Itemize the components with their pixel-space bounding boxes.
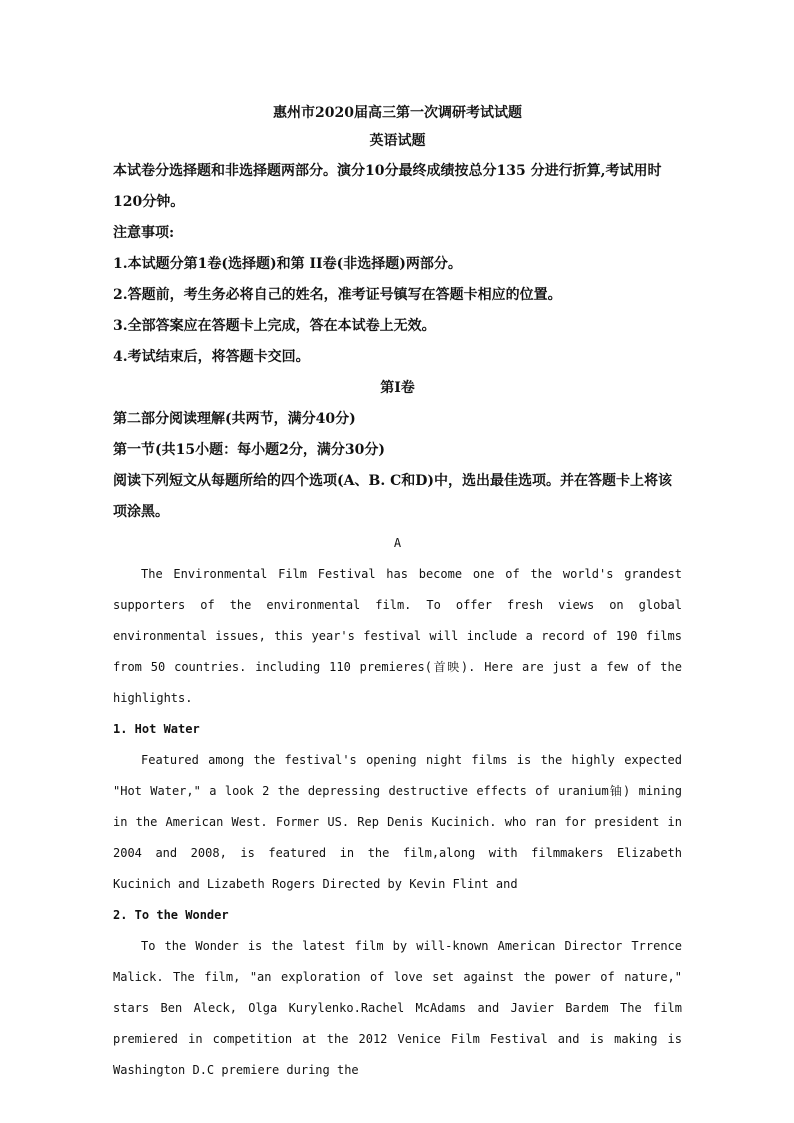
note-item-3: 3.全部答案应在答题卡上完成，答在本试卷上无效。 — [113, 318, 436, 334]
document-title: 惠州市2020届高三第一次调研考试试题 — [273, 105, 522, 121]
passage-intro: The Environmental Film Festival has become one of the world's grandest supporters of the environmental film. To offer fresh views on global environmental issues, this year's festival will include a record of 190 films from 50 countries. including 110 premieres(首映). Here are just a few of the highlights. — [113, 567, 682, 705]
passage-item-heading-1: 1. Hot Water — [113, 722, 200, 736]
passage-item-body-1: Featured among the festival's opening night films is the highly expected "Hot Water," a look 2 the depressing destructive effects of uranium铀) mining in the American West. Former US. Rep Denis Kucinich. who ran for president in 2004 and 2008, is featured in the film,along with filmmakers Elizabeth Kucinich and Lizabeth Rogers Directed by Kevin Flint and — [113, 753, 682, 891]
section-label: 第一节(共15小题：每小题2分，满分30分) — [113, 442, 385, 458]
note-item-1: 1.本试题分第1卷(选择题)和第 II卷(非选择题)两部分。 — [113, 256, 462, 272]
passage-item-heading-2: 2. To the Wonder — [113, 908, 229, 922]
passage-item-body-2: To the Wonder is the latest film by will-known American Director Trrence Malick. The film, "an exploration of love set against the power of nature," stars Ben Aleck, Olga Kurylenko.Rachel McAdams and Javier Bardem The film premiered in competition at the 2012 Venice Film Festival and is making is Washington D.C premiere during the — [113, 939, 682, 1077]
notes-heading: 注意事项: — [113, 225, 175, 241]
document-subtitle: 英语试题 — [369, 133, 426, 149]
intro-text: 本试卷分选择题和非选择题两部分。演分10分最终成绩按总分135 分进行折算,考试用时120分钟。 — [113, 163, 662, 210]
volume-label: 第I卷 — [380, 380, 415, 396]
part-label: 第二部分阅读理解(共两节，满分40分) — [113, 411, 356, 427]
section-instructions: 阅读下列短文从每题所给的四个选项(A、B. C和D)中，选出最佳选项。并在答题卡上将该项涂黑。 — [113, 473, 672, 520]
note-item-2: 2.答题前，考生务必将自己的姓名，准考证号镇写在答题卡相应的位置。 — [113, 287, 562, 303]
passage-letter: A — [393, 536, 402, 550]
note-item-4: 4.考试结束后，将答题卡交回。 — [113, 349, 310, 365]
document-content — [113, 101, 682, 1086]
